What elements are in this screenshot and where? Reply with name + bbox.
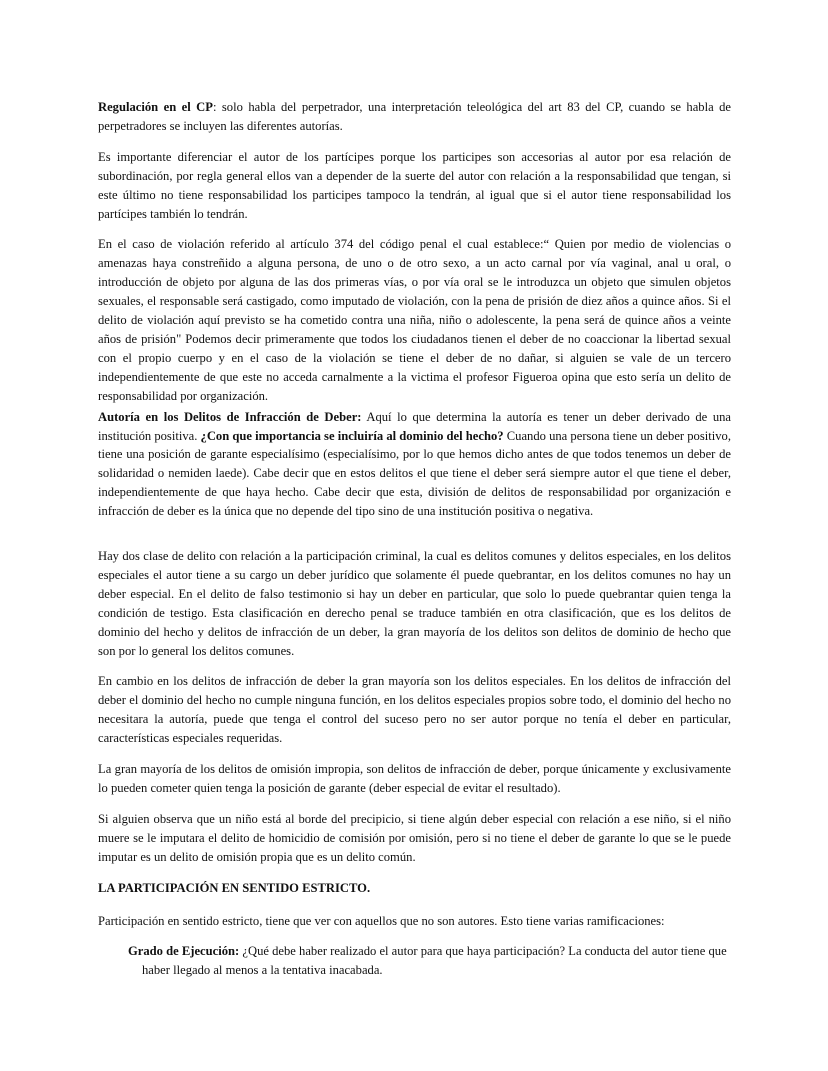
paragraph-violacion: En el caso de violación referido al artículo 374 del código penal el cual establece:“ Quien por medio de violencias o amenazas haya constreñido a alguna persona, de uno o de otro sexo, a un acto carnal por vía vaginal, anal u oral, o introducción de objeto por alguna de las dos primeras vías, o por vía oral se le introduzca un objeto que simulen objetos sexuales, el responsable será castigado, como imputado de violación, con la pena de prisión de diez años a quince años. Si el delito de violación aquí previsto se ha cometido contra una niña, niño o adolescente, la pena será de quince años a veinte años de prisión" Podemos decir primeramente que todos los ciudadanos tienen el deber de no coaccionar la libertad sexual con el propio cuerpo y en el caso de la violación se tiene el deber de no dañar, si alguien se vale de un tercero independientemente de que este no acceda carnalmente a la victima el profesor Figueroa opina que esto sería un delito de responsabilidad por organización. bbox=[98, 237, 731, 403]
document-page bbox=[98, 98, 731, 992]
paragraph-text: ¿Qué debe haber realizado el autor para que haya participación? La conducta del autor tiene que haber llegado al menos a la tentativa inacabada. bbox=[142, 944, 727, 978]
paragraph-participacion-intro: Participación en sentido estricto, tiene que ver con aquellos que no son autores. Esto tiene varias ramificaciones: bbox=[98, 913, 665, 928]
paragraph-omision-impropia: La gran mayoría de los delitos de omisión impropia, son delitos de infracción de deber, porque únicamente y exclusivamente lo pueden cometer quien tenga la posición de garante (deber especial de evitar el resultado). bbox=[98, 762, 731, 795]
paragraph-lead: Autoría en los Delitos de Infracción de Deber: bbox=[98, 409, 362, 424]
section-heading: LA PARTICIPACIÓN EN SENTIDO ESTRICTO. bbox=[98, 880, 371, 895]
paragraph-ejemplo-nino: Si alguien observa que un niño está al borde del precipicio, si tiene algún deber especial con relación a ese niño, si el niño muere se le imputara el delito de homicidio de comisión por omisión, pero si no tiene el deber de garante lo que se le puede imputar es un delito de omisión propia que es un delito común. bbox=[98, 811, 731, 864]
paragraph-text: Aquí lo que determina la autoría es tener un deber derivado de una institución positiva. bbox=[98, 409, 732, 443]
paragraph-question: ¿Con que importancia se incluiría al dominio del hecho? bbox=[200, 428, 504, 443]
paragraph-text: Cuando una persona tiene un deber positivo, tiene una posición de garante especialísimo (especialísimo, por lo que hemos dicho antes de que todos tenemos un deber de solidaridad o nemiden laede). Cabe decir que en estos delitos el que tiene el deber será siempre autor el que tiene el deber, independientemente de que haya hecho. Cabe decir que esta, división de delitos de responsabilidad por organización e infracción de deber es la única que no depende del tipo sino de una institución positiva o negativa. bbox=[98, 428, 731, 519]
paragraph-grado-ejecucion bbox=[98, 942, 731, 980]
paragraph-clases-delito: Hay dos clase de delito con relación a la participación criminal, la cual es delitos comunes y delitos especiales, en los delitos especiales el autor tiene a su cargo un deber jurídico que solamente él puede quebrantar, en los delitos comunes no hay un deber especial. En el delito de falso testimonio si hay un deber en particular, que solo lo puede quebrantar quien tenga la condición de testigo. Esta clasificación en derecho penal se traduce también en otra clasificación, que es los delitos de dominio del hecho y delitos de infracción de un deber, la gran mayoría de los delitos son delitos de dominio de hecho que son por lo general los delitos comunes. bbox=[98, 549, 731, 658]
paragraph-text: : solo habla del perpetrador, una interpretación teleológica del art 83 del CP, cuando se habla de perpetradores se incluyen las diferentes autorías. bbox=[98, 100, 731, 133]
paragraph-participes: Es importante diferenciar el autor de los partícipes porque los participes son accesorias al autor por esa relación de subordinación, por regla general ellos van a depender de la suerte del autor con relación a la responsabilidad que tengan, si este último no tiene responsabilidad los participes tampoco la tendrán, al igual que si el autor tiene responsabilidad los partícipes también lo tendrán. bbox=[98, 149, 731, 221]
paragraph-delitos-infraccion: En cambio en los delitos de infracción de deber la gran mayoría son los delitos especiales. En los delitos de infracción del deber el dominio del hecho no cumple ninguna función, en los delitos especiales propios sobre todo, el dominio del hecho no necesitara la autoría, puede que tenga el control del suceso pero no ser autor porque no tenía el deber en particular, características especiales requeridas. bbox=[98, 674, 731, 746]
paragraph-lead: Grado de Ejecución: bbox=[128, 944, 240, 959]
paragraph-regulacion bbox=[98, 98, 731, 136]
paragraph-autoria-infraccion bbox=[98, 408, 731, 521]
paragraph-lead: Regulación en el CP bbox=[98, 100, 213, 114]
